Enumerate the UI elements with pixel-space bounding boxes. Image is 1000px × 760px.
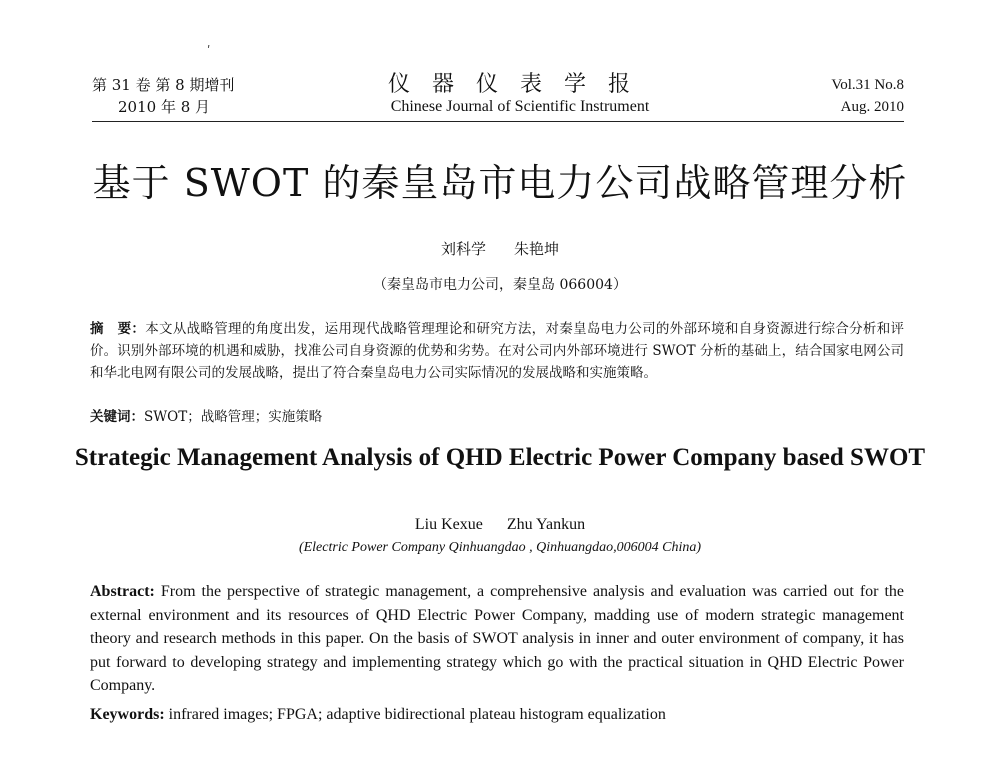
authors-en <box>0 516 1000 534</box>
keywords-cn-text: SWOT；战略管理；实施策略 <box>144 409 323 425</box>
volume-number: Vol.31 No.8 <box>831 77 904 93</box>
header-center <box>360 74 680 118</box>
keywords-en-label: Keywords: <box>90 706 165 723</box>
keywords-en-text: infrared images; FPGA; adaptive bidirectional plateau histogram equalization <box>164 706 666 723</box>
affiliation-en: (Electric Power Company Qinhuangdao , Qinhuangdao,006004 China) <box>298 540 702 555</box>
stray-mark: ʹ <box>207 44 211 58</box>
abstract-en-label: Abstract: <box>90 583 155 600</box>
volume-issue: 第 31 卷 第 8 期增刊 <box>92 76 235 94</box>
journal-name-cn: 仪器仪表学报 <box>387 72 652 97</box>
abstract-cn-text: 本文从战略管理的角度出发，运用现代战略管理理论和研究方法，对秦皇岛电力公司的外部环境和自身资源进行综合分析和评价。识别外部环境的机遇和威胁，找准公司自身资源的优势和劣势。在对公司内外部环境进行 SWOT 分析的基础上，结合国家电网公司和华北电网有限公司的发展战略，提出了符合秦皇岛电力公司实际情况的发展战略和实施策略。 <box>90 321 905 381</box>
author-cn: 朱艳坤 <box>514 240 560 258</box>
title-en: Strategic Management Analysis of QHD Electric Power Company based SWOT <box>74 444 926 471</box>
affiliation-cn: （秦皇岛市电力公司，秦皇岛 066004） <box>373 277 627 293</box>
abstract-en-text: From the perspective of strategic management, a comprehensive analysis and evaluation was carried out for the external environment and its resources of QHD Electric Power Company, madding use of modern strategic management theory and research methods in this paper. On the basis of SWOT analysis in inner and outer environment of company, it has put forward to developing strategy and implementing strategy which go with the practical situation in QHD Electric Power Company. <box>90 583 904 694</box>
keywords-cn-label: 关键词： <box>90 409 144 425</box>
header-right <box>831 74 904 118</box>
abstract-cn-label: 摘 要： <box>90 321 146 337</box>
abstract-cn <box>90 318 904 384</box>
author-en: Liu Kexue <box>414 516 483 533</box>
authors-cn <box>0 238 1000 259</box>
header-left <box>92 74 234 118</box>
keywords-en <box>90 703 904 726</box>
header-rule <box>92 121 904 122</box>
keywords-cn <box>90 406 904 428</box>
author-en: Zhu Yankun <box>506 516 586 533</box>
date-cn: 2010 年 8 月 <box>118 98 211 116</box>
abstract-en <box>90 580 904 698</box>
title-cn: 基于 SWOT 的秦皇岛市电力公司战略管理分析 <box>92 161 908 205</box>
date-en: Aug. 2010 <box>840 99 904 115</box>
journal-name-en: Chinese Journal of Scientific Instrument <box>390 98 650 115</box>
author-cn: 刘科学 <box>440 240 486 258</box>
